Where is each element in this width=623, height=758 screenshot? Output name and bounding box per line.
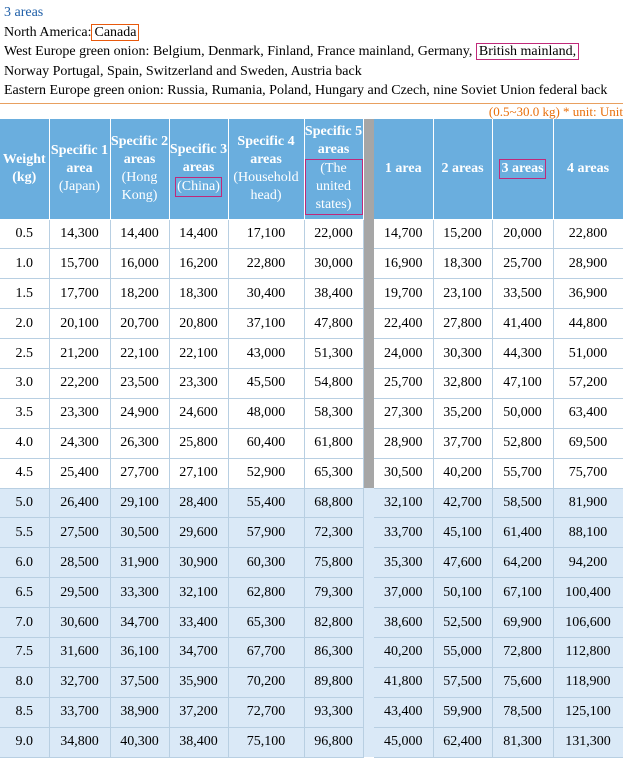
rate-cell: 25,800 — [169, 428, 228, 458]
rate-cell: 18,300 — [433, 249, 492, 279]
rate-cell: 63,400 — [553, 398, 623, 428]
table-row — [0, 727, 623, 757]
rate-cell: 51,300 — [304, 339, 363, 369]
table-header-row — [0, 119, 623, 220]
table-row — [0, 667, 623, 697]
rate-cell: 62,800 — [228, 578, 304, 608]
col-1-area: 1 area — [374, 119, 433, 220]
rate-cell: 60,300 — [228, 548, 304, 578]
rate-cell: 30,500 — [374, 458, 433, 488]
column-gap — [363, 279, 374, 309]
table-body — [0, 219, 623, 757]
rate-cell: 33,500 — [492, 279, 553, 309]
rate-cell: 52,900 — [228, 458, 304, 488]
rate-cell: 30,900 — [169, 548, 228, 578]
rate-cell: 36,900 — [553, 279, 623, 309]
china-highlight: (China) — [175, 177, 222, 197]
table-row — [0, 249, 623, 279]
column-gap — [363, 398, 374, 428]
rate-cell: 44,800 — [553, 309, 623, 339]
column-gap — [363, 697, 374, 727]
weight-cell: 8.5 — [0, 697, 49, 727]
rate-cell: 33,700 — [49, 697, 110, 727]
rate-cell: 29,100 — [110, 488, 169, 518]
rate-cell: 112,800 — [553, 637, 623, 667]
table-row — [0, 518, 623, 548]
rate-cell: 23,500 — [110, 368, 169, 398]
rate-cell: 78,500 — [492, 697, 553, 727]
rate-cell: 79,300 — [304, 578, 363, 608]
rate-cell: 15,200 — [433, 219, 492, 249]
rate-cell: 30,600 — [49, 608, 110, 638]
rate-cell: 20,800 — [169, 309, 228, 339]
rate-cell: 34,800 — [49, 727, 110, 757]
col-specific-5: Specific 5 areas (The united states) — [304, 119, 363, 220]
rate-cell: 14,700 — [374, 219, 433, 249]
west-europe-line — [4, 42, 619, 81]
column-gap — [363, 608, 374, 638]
rate-cell: 28,400 — [169, 488, 228, 518]
header-block — [0, 0, 623, 101]
rate-cell: 75,600 — [492, 667, 553, 697]
rate-cell: 57,200 — [553, 368, 623, 398]
column-gap — [363, 119, 374, 220]
column-gap — [363, 667, 374, 697]
rate-cell: 28,900 — [374, 428, 433, 458]
table-row — [0, 608, 623, 638]
weight-cell: 1.0 — [0, 249, 49, 279]
weight-cell: 2.5 — [0, 339, 49, 369]
column-gap — [363, 637, 374, 667]
rate-cell: 60,400 — [228, 428, 304, 458]
col-weight: Weight (kg) — [0, 119, 49, 220]
rate-cell: 50,100 — [433, 578, 492, 608]
column-gap — [363, 368, 374, 398]
rate-cell: 16,200 — [169, 249, 228, 279]
rate-cell: 14,300 — [49, 219, 110, 249]
weight-cell: 8.0 — [0, 667, 49, 697]
rate-cell: 31,600 — [49, 637, 110, 667]
rate-cell: 22,800 — [228, 249, 304, 279]
rate-cell: 25,700 — [492, 249, 553, 279]
rate-cell: 62,400 — [433, 727, 492, 757]
rate-cell: 16,000 — [110, 249, 169, 279]
table-row — [0, 339, 623, 369]
weight-cell: 5.5 — [0, 518, 49, 548]
rate-cell: 59,900 — [433, 697, 492, 727]
rate-cell: 18,300 — [169, 279, 228, 309]
column-gap — [363, 727, 374, 757]
rate-cell: 55,700 — [492, 458, 553, 488]
rate-cell: 15,700 — [49, 249, 110, 279]
rate-cell: 24,900 — [110, 398, 169, 428]
rate-cell: 21,200 — [49, 339, 110, 369]
rate-cell: 86,300 — [304, 637, 363, 667]
rate-cell: 41,800 — [374, 667, 433, 697]
rate-cell: 55,000 — [433, 637, 492, 667]
rate-cell: 20,000 — [492, 219, 553, 249]
weight-cell: 7.0 — [0, 608, 49, 638]
rate-cell: 23,300 — [169, 368, 228, 398]
rate-cell: 25,700 — [374, 368, 433, 398]
rate-cell: 65,300 — [304, 458, 363, 488]
rate-cell: 38,400 — [304, 279, 363, 309]
column-gap — [363, 488, 374, 518]
column-gap — [363, 339, 374, 369]
rate-cell: 32,100 — [169, 578, 228, 608]
rate-cell: 37,200 — [169, 697, 228, 727]
rate-cell: 40,200 — [374, 637, 433, 667]
rate-cell: 43,000 — [228, 339, 304, 369]
table-row — [0, 548, 623, 578]
north-america-label: North America: — [4, 24, 92, 40]
rate-cell: 61,400 — [492, 518, 553, 548]
rate-cell: 18,200 — [110, 279, 169, 309]
table-row — [0, 458, 623, 488]
rate-cell: 27,300 — [374, 398, 433, 428]
rate-cell: 14,400 — [110, 219, 169, 249]
table-row — [0, 219, 623, 249]
rate-cell: 40,200 — [433, 458, 492, 488]
rate-cell: 47,100 — [492, 368, 553, 398]
rate-cell: 22,800 — [553, 219, 623, 249]
rate-cell: 24,600 — [169, 398, 228, 428]
rate-cell: 96,800 — [304, 727, 363, 757]
rate-cell: 35,200 — [433, 398, 492, 428]
column-gap — [363, 518, 374, 548]
rate-cell: 27,700 — [110, 458, 169, 488]
rate-cell: 40,300 — [110, 727, 169, 757]
weight-cell: 7.5 — [0, 637, 49, 667]
rate-cell: 52,500 — [433, 608, 492, 638]
rate-cell: 29,500 — [49, 578, 110, 608]
rate-cell: 42,700 — [433, 488, 492, 518]
west-europe-text: West Europe green onion: Belgium, Denmark, Finland, France mainland, Germany, — [4, 44, 473, 59]
rate-cell: 67,100 — [492, 578, 553, 608]
rate-cell: 37,500 — [110, 667, 169, 697]
rate-cell: 81,900 — [553, 488, 623, 518]
weight-cell: 4.5 — [0, 458, 49, 488]
rate-cell: 50,000 — [492, 398, 553, 428]
rate-cell: 45,000 — [374, 727, 433, 757]
rate-cell: 37,700 — [433, 428, 492, 458]
rate-cell: 57,900 — [228, 518, 304, 548]
rate-cell: 131,300 — [553, 727, 623, 757]
rate-cell: 22,100 — [169, 339, 228, 369]
rate-cell: 29,600 — [169, 518, 228, 548]
rate-cell: 16,900 — [374, 249, 433, 279]
unit-note: (0.5~30.0 kg) * unit: Unit — [0, 103, 623, 119]
column-gap — [363, 309, 374, 339]
rate-cell: 61,800 — [304, 428, 363, 458]
rate-cell: 20,700 — [110, 309, 169, 339]
rate-cell: 30,500 — [110, 518, 169, 548]
west-europe-rest: Norway Portugal, Spain, Switzerland and Sweden, Austria back — [4, 63, 362, 79]
rate-cell: 24,300 — [49, 428, 110, 458]
rate-cell: 65,300 — [228, 608, 304, 638]
rate-cell: 54,800 — [304, 368, 363, 398]
rate-cell: 75,100 — [228, 727, 304, 757]
table-row — [0, 578, 623, 608]
rate-cell: 30,400 — [228, 279, 304, 309]
rate-cell: 33,700 — [374, 518, 433, 548]
rate-cell: 68,800 — [304, 488, 363, 518]
rate-cell: 23,100 — [433, 279, 492, 309]
rate-cell: 38,900 — [110, 697, 169, 727]
rate-cell: 25,400 — [49, 458, 110, 488]
table-row — [0, 697, 623, 727]
rate-cell: 34,700 — [169, 637, 228, 667]
rate-cell: 30,000 — [304, 249, 363, 279]
rate-cell: 27,800 — [433, 309, 492, 339]
col-specific-1: Specific 1 area (Japan) — [49, 119, 110, 220]
rate-cell: 51,000 — [553, 339, 623, 369]
rate-cell: 48,000 — [228, 398, 304, 428]
rate-cell: 58,500 — [492, 488, 553, 518]
rate-cell: 45,100 — [433, 518, 492, 548]
column-gap — [363, 548, 374, 578]
rate-cell: 69,900 — [492, 608, 553, 638]
rate-cell: 67,700 — [228, 637, 304, 667]
rate-cell: 44,300 — [492, 339, 553, 369]
rate-cell: 52,800 — [492, 428, 553, 458]
col-specific-2: Specific 2 areas (Hong Kong) — [110, 119, 169, 220]
col-3-areas — [492, 119, 553, 220]
column-gap — [363, 219, 374, 249]
rate-cell: 22,200 — [49, 368, 110, 398]
rate-cell: 22,400 — [374, 309, 433, 339]
rate-cell: 26,400 — [49, 488, 110, 518]
rate-cell: 31,900 — [110, 548, 169, 578]
rate-cell: 30,300 — [433, 339, 492, 369]
three-areas-highlight: 3 areas — [499, 159, 545, 179]
rate-cell: 20,100 — [49, 309, 110, 339]
rate-cell: 100,400 — [553, 578, 623, 608]
rate-cell: 88,100 — [553, 518, 623, 548]
weight-cell: 3.5 — [0, 398, 49, 428]
weight-cell: 6.5 — [0, 578, 49, 608]
table-row — [0, 637, 623, 667]
rate-cell: 36,100 — [110, 637, 169, 667]
weight-cell: 3.0 — [0, 368, 49, 398]
column-gap — [363, 578, 374, 608]
rate-cell: 55,400 — [228, 488, 304, 518]
column-gap — [363, 428, 374, 458]
rate-cell: 57,500 — [433, 667, 492, 697]
rate-cell: 37,100 — [228, 309, 304, 339]
rate-cell: 19,700 — [374, 279, 433, 309]
table-row — [0, 488, 623, 518]
col-specific-3: Specific 3 areas (China) — [169, 119, 228, 220]
table-row — [0, 279, 623, 309]
rate-cell: 89,800 — [304, 667, 363, 697]
rate-cell: 75,800 — [304, 548, 363, 578]
rate-cell: 38,600 — [374, 608, 433, 638]
rate-cell: 28,900 — [553, 249, 623, 279]
rate-cell: 22,100 — [110, 339, 169, 369]
north-america-line — [4, 23, 619, 43]
rate-cell: 118,900 — [553, 667, 623, 697]
col-specific-4: Specific 4 areas (Household head) — [228, 119, 304, 220]
rate-cell: 17,700 — [49, 279, 110, 309]
col-4-areas: 4 areas — [553, 119, 623, 220]
rate-cell: 75,700 — [553, 458, 623, 488]
weight-cell: 6.0 — [0, 548, 49, 578]
rate-cell: 72,700 — [228, 697, 304, 727]
rate-cell: 37,000 — [374, 578, 433, 608]
rate-cell: 82,800 — [304, 608, 363, 638]
rate-cell: 94,200 — [553, 548, 623, 578]
table-row — [0, 309, 623, 339]
rate-cell: 17,100 — [228, 219, 304, 249]
rate-table — [0, 119, 623, 758]
rate-cell: 33,300 — [110, 578, 169, 608]
rate-cell: 32,800 — [433, 368, 492, 398]
weight-cell: 0.5 — [0, 219, 49, 249]
rate-cell: 41,400 — [492, 309, 553, 339]
rate-cell: 64,200 — [492, 548, 553, 578]
weight-cell: 2.0 — [0, 309, 49, 339]
rate-cell: 14,400 — [169, 219, 228, 249]
weight-cell: 9.0 — [0, 727, 49, 757]
rate-cell: 35,900 — [169, 667, 228, 697]
united-states-highlight: (The united states) — [305, 159, 363, 215]
rate-cell: 81,300 — [492, 727, 553, 757]
rate-cell: 70,200 — [228, 667, 304, 697]
col-2-areas: 2 areas — [433, 119, 492, 220]
rate-cell: 33,400 — [169, 608, 228, 638]
british-mainland-highlight: British mainland, — [476, 43, 579, 60]
rate-cell: 32,100 — [374, 488, 433, 518]
table-row — [0, 368, 623, 398]
rate-cell: 35,300 — [374, 548, 433, 578]
column-gap — [363, 458, 374, 488]
rate-cell: 24,000 — [374, 339, 433, 369]
areas-title: 3 areas — [4, 5, 44, 20]
weight-cell: 5.0 — [0, 488, 49, 518]
rate-cell: 106,600 — [553, 608, 623, 638]
rate-cell: 32,700 — [49, 667, 110, 697]
rate-cell: 69,500 — [553, 428, 623, 458]
weight-cell: 4.0 — [0, 428, 49, 458]
rate-cell: 23,300 — [49, 398, 110, 428]
canada-highlight: Canada — [91, 24, 139, 41]
rate-cell: 27,500 — [49, 518, 110, 548]
rate-cell: 47,800 — [304, 309, 363, 339]
rate-cell: 45,500 — [228, 368, 304, 398]
rate-cell: 47,600 — [433, 548, 492, 578]
rate-cell: 125,100 — [553, 697, 623, 727]
rate-cell: 38,400 — [169, 727, 228, 757]
table-row — [0, 428, 623, 458]
rate-cell: 28,500 — [49, 548, 110, 578]
rate-cell: 26,300 — [110, 428, 169, 458]
rate-cell: 34,700 — [110, 608, 169, 638]
column-gap — [363, 249, 374, 279]
rate-cell: 58,300 — [304, 398, 363, 428]
rate-cell: 27,100 — [169, 458, 228, 488]
rate-cell: 43,400 — [374, 697, 433, 727]
east-europe-line: Eastern Europe green onion: Russia, Rumania, Poland, Hungary and Czech, nine Soviet Union federal back — [4, 83, 608, 98]
rate-cell: 72,800 — [492, 637, 553, 667]
rate-cell: 93,300 — [304, 697, 363, 727]
rate-cell: 22,000 — [304, 219, 363, 249]
weight-cell: 1.5 — [0, 279, 49, 309]
table-row — [0, 398, 623, 428]
rate-cell: 72,300 — [304, 518, 363, 548]
